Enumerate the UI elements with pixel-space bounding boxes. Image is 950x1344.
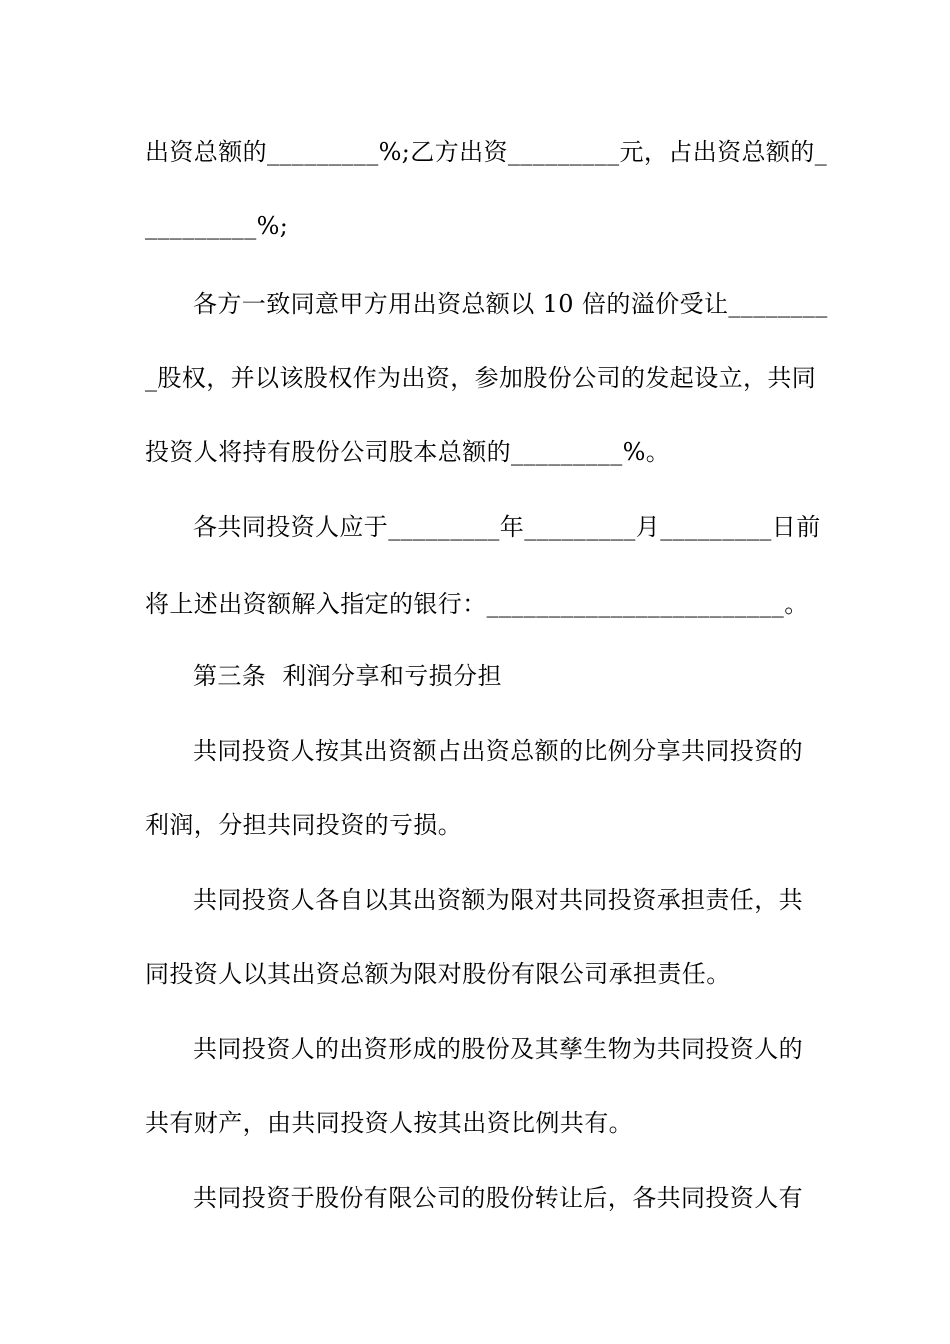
text-line: _股权，并以该股权作为出资，参加股份公司的发起设立，共同 — [145, 364, 817, 392]
paragraph-start-line: 各共同投资人应于_________年_________月_________日前 — [193, 513, 821, 541]
section-heading: 第三条 利润分享和亏损分担 — [193, 662, 502, 690]
paragraph-start-line: 共同投资于股份有限公司的股份转让后，各共同投资人有 — [193, 1184, 803, 1212]
paragraph-start-line: 共同投资人的出资形成的股份及其孳生物为共同投资人的 — [193, 1035, 803, 1063]
paragraph-start-line: 各方一致同意甲方用出资总额以 10 倍的溢价受让________ — [193, 290, 828, 318]
text-line: _________%; — [145, 212, 289, 240]
paragraph-start-line: 共同投资人按其出资额占出资总额的比例分享共同投资的 — [193, 737, 803, 765]
paragraph-start-line: 共同投资人各自以其出资额为限对共同投资承担责任，共 — [193, 886, 803, 914]
text-line: 共有财产，由共同投资人按其出资比例共有。 — [145, 1109, 633, 1137]
text-line: 投资人将持有股份公司股本总额的_________%。 — [145, 438, 671, 466]
text-line: 同投资人以其出资总额为限对股份有限公司承担责任。 — [145, 960, 731, 988]
text-line: 出资总额的_________%;乙方出资_________元，占出资总额的_ — [145, 138, 828, 166]
text-line: 将上述出资额解入指定的银行：________________________。 — [145, 590, 809, 618]
text-line: 利润，分担共同投资的亏损。 — [145, 811, 463, 839]
